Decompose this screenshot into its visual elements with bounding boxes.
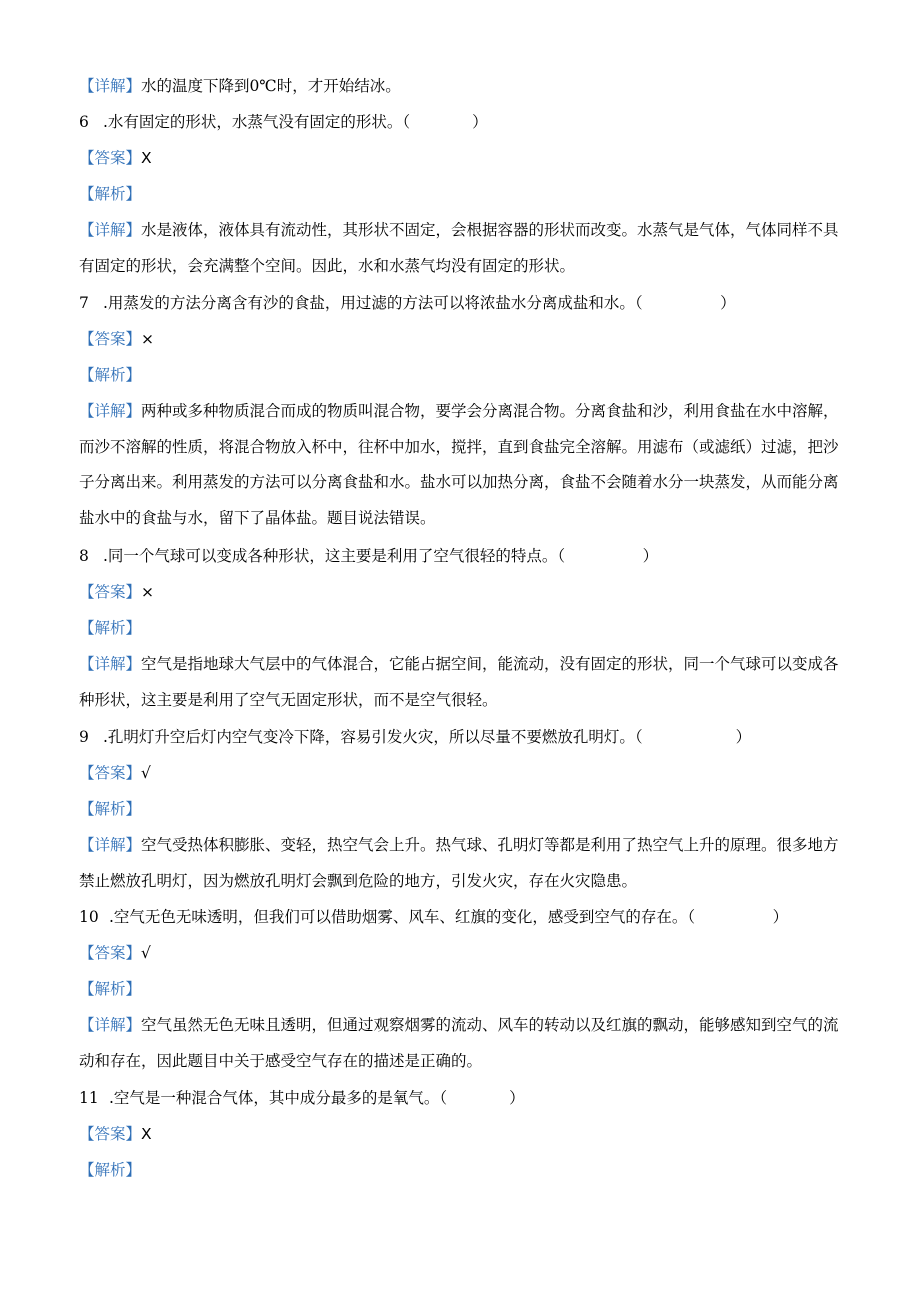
explanation-text: 空气受热体积膨胀、变轻，热空气会上升。热气球、孔明灯等都是利用了热空气上升的原理。很多地方	[141, 836, 839, 854]
explanation-text: 两种或多种物质混合而成的物质叫混合物，要学会分离混合物。分离食盐和沙，利用食盐在水中溶解，	[141, 402, 839, 420]
analysis-tag: 【解析】	[79, 1161, 142, 1179]
analysis-10	[79, 980, 844, 998]
question-number: 7	[79, 294, 89, 312]
analysis-11	[79, 1161, 844, 1179]
detail-tag: 【详解】	[79, 402, 142, 420]
answer-value: ×	[141, 330, 155, 348]
question-10	[79, 908, 844, 926]
question-number: 10	[79, 908, 99, 926]
answer-tag: 【答案】	[79, 330, 142, 348]
analysis-7	[79, 366, 844, 384]
question-text: .孔明灯升空后灯内空气变冷下降，容易引发火灾，所以尽量不要燃放孔明灯。（ ）	[103, 728, 752, 746]
answer-value: X	[141, 149, 152, 167]
explanation-line: 动和存在，因此题目中关于感受空气存在的描述是正确的。	[79, 1051, 483, 1070]
answer-value: X	[141, 1125, 152, 1143]
explanation-7	[79, 402, 844, 544]
question-9	[79, 728, 844, 746]
detail-tag: 【详解】	[79, 221, 142, 239]
answer-tag: 【答案】	[79, 583, 142, 601]
answer-value: √	[141, 764, 151, 782]
answer-tag: 【答案】	[79, 149, 142, 167]
analysis-tag: 【解析】	[79, 980, 142, 998]
answer-11	[79, 1125, 844, 1143]
question-8	[79, 547, 844, 565]
question-6	[79, 113, 844, 131]
question-text: .同一个气球可以变成各种形状，这主要是利用了空气很轻的特点。（ ）	[103, 547, 659, 565]
analysis-tag: 【解析】	[79, 619, 142, 637]
analysis-tag: 【解析】	[79, 366, 142, 384]
answer-8	[79, 583, 844, 601]
analysis-6	[79, 185, 844, 203]
explanation-line	[79, 221, 844, 257]
question-text: .用蒸发的方法分离含有沙的食盐，用过滤的方法可以将浓盐水分离成盐和水。（ ）	[103, 294, 736, 312]
explanation-text: 水是液体，液体具有流动性，其形状不固定，会根据容器的形状而改变。水蒸气是气体，气体同样不具	[141, 221, 839, 239]
answer-7	[79, 330, 844, 348]
explanation-line	[79, 402, 844, 438]
question-text: .空气是一种混合气体，其中成分最多的是氧气。（ ）	[109, 1089, 525, 1107]
detail-tag: 【详解】	[79, 655, 142, 673]
question-number: 8	[79, 547, 89, 565]
explanation-line	[79, 655, 844, 691]
explanation-10	[79, 1016, 844, 1087]
explanation-text: 空气虽然无色无味且透明，但通过观察烟雾的流动、风车的转动以及红旗的飘动，能够感知到空气的流	[141, 1016, 839, 1034]
question-7	[79, 294, 844, 312]
question-number: 6	[79, 113, 89, 131]
explanation-8	[79, 655, 844, 726]
answer-tag: 【答案】	[79, 764, 142, 782]
detail-tag: 【详解】	[79, 836, 142, 854]
question-11	[79, 1089, 844, 1107]
explanation-line: 禁止燃放孔明灯，因为燃放孔明灯会飘到危险的地方，引发火灾，存在火灾隐患。	[79, 871, 638, 890]
explanation-line	[79, 1016, 844, 1052]
analysis-tag: 【解析】	[79, 800, 142, 818]
explanation-text: 空气是指地球大气层中的气体混合，它能占据空间，能流动，没有固定的形状，同一个气球可以变成各	[141, 655, 839, 673]
explanation-line: 而沙不溶解的性质，将混合物放入杯中，往杯中加水，搅拌，直到食盐完全溶解。用滤布（或滤纸）过滤，把沙	[79, 437, 839, 456]
explanation-6	[79, 221, 844, 292]
analysis-tag: 【解析】	[79, 185, 142, 203]
answer-value: ×	[141, 583, 155, 601]
explanation-line	[79, 77, 844, 95]
answer-6	[79, 149, 844, 167]
explanation-line	[79, 836, 844, 872]
answer-10	[79, 944, 844, 962]
answer-tag: 【答案】	[79, 944, 142, 962]
answer-tag: 【答案】	[79, 1125, 142, 1143]
explanation-text: 水的温度下降到0℃时，才开始结冰。	[141, 77, 401, 95]
explanation-line: 种形状，这主要是利用了空气无固定形状，而不是空气很轻。	[79, 690, 498, 709]
question-text: .水有固定的形状，水蒸气没有固定的形状。（ ）	[103, 113, 488, 131]
explanation-line: 子分离出来。利用蒸发的方法可以分离食盐和水。盐水可以加热分离，食盐不会随着水分一块蒸发，从而能分离	[79, 473, 839, 491]
explanation-line: 有固定的形状，会充满整个空间。因此，水和水蒸气均没有固定的形状。	[79, 256, 576, 275]
answer-value: √	[141, 944, 151, 962]
analysis-8	[79, 619, 844, 637]
detail-tag: 【详解】	[79, 1016, 142, 1034]
analysis-9	[79, 800, 844, 818]
detail-tag: 【详解】	[79, 77, 142, 95]
explanation-9	[79, 836, 844, 907]
question-number: 9	[79, 728, 89, 746]
question-number: 11	[79, 1089, 99, 1107]
answer-9	[79, 764, 844, 782]
explanation-line: 盐水中的食盐与水，留下了晶体盐。题目说法错误。	[79, 508, 436, 527]
question-text: .空气无色无味透明，但我们可以借助烟雾、风车、红旗的变化，感受到空气的存在。（ ）	[109, 908, 789, 926]
